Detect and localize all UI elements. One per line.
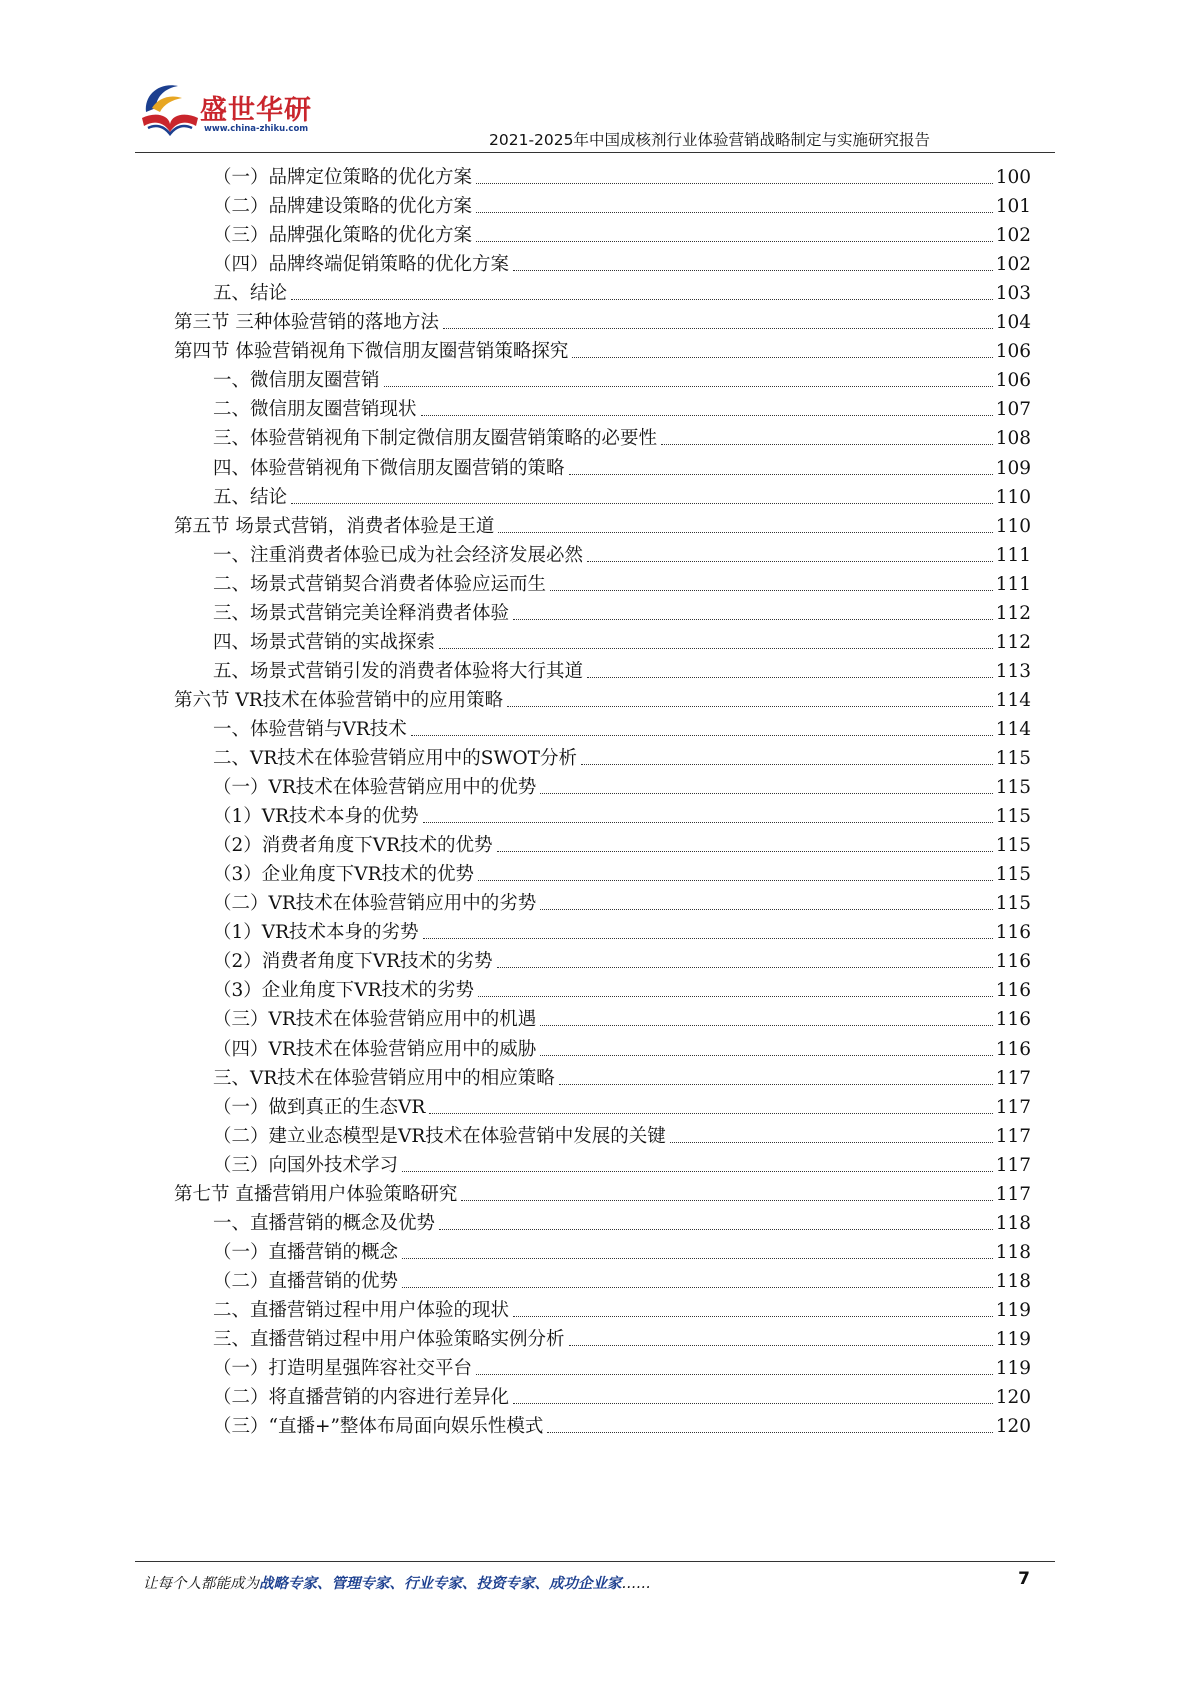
toc-entry-page: 112 bbox=[995, 631, 1031, 653]
toc-entry[interactable] bbox=[174, 334, 1031, 364]
toc-entry[interactable] bbox=[213, 247, 1031, 277]
toc-dot-leader bbox=[513, 1316, 993, 1317]
toc-dot-leader bbox=[402, 1287, 993, 1288]
toc-entry[interactable] bbox=[213, 1061, 1031, 1091]
toc-entry-page: 100 bbox=[995, 167, 1031, 188]
toc-entry-label: 一、体验营销与VR技术 bbox=[213, 718, 407, 740]
toc-dot-leader bbox=[581, 764, 993, 765]
toc-entry-page: 117 bbox=[995, 1096, 1031, 1118]
toc-dot-leader bbox=[402, 1171, 993, 1172]
toc-entry-label: （三）VR技术在体验营销应用中的机遇 bbox=[213, 1009, 537, 1031]
toc-entry[interactable] bbox=[213, 596, 1031, 626]
toc-entry-label: （一）打造明星强阵容社交平台 bbox=[213, 1358, 473, 1380]
toc-entry[interactable] bbox=[174, 1177, 1031, 1207]
logo-url: www.china-zhiku.com bbox=[204, 124, 309, 134]
toc-entry-label: （2）消费者角度下VR技术的劣势 bbox=[213, 951, 493, 973]
toc-dot-leader bbox=[540, 909, 992, 910]
toc-entry-label: （三）“直播+”整体布局面向娱乐性模式 bbox=[213, 1416, 544, 1438]
toc-entry-label: （1）VR技术本身的优势 bbox=[213, 806, 419, 828]
toc-entry-page: 115 bbox=[995, 777, 1031, 799]
toc-entry[interactable] bbox=[213, 857, 1031, 887]
toc-entry[interactable] bbox=[213, 363, 1031, 393]
toc-entry-page: 117 bbox=[995, 1154, 1031, 1176]
toc-entry[interactable] bbox=[213, 1380, 1031, 1410]
toc-entry-page: 119 bbox=[995, 1329, 1031, 1350]
toc-dot-leader bbox=[476, 212, 993, 213]
toc-dot-leader bbox=[587, 677, 993, 678]
toc-dot-leader bbox=[291, 299, 993, 300]
toc-dot-leader bbox=[587, 561, 993, 562]
toc-entry[interactable] bbox=[213, 392, 1031, 422]
toc-dot-leader bbox=[569, 1345, 993, 1346]
toc-entry-label: （3）企业角度下VR技术的优势 bbox=[213, 864, 475, 886]
toc-entry-label: 一、微信朋友圈营销 bbox=[213, 370, 380, 392]
logo-emblem-icon bbox=[138, 78, 202, 140]
toc-entry-page: 115 bbox=[995, 748, 1031, 769]
toc-dot-leader bbox=[497, 851, 993, 852]
toc-dot-leader bbox=[384, 386, 993, 387]
footer-slogan-highlight: 战略专家、管理专家、行业专家、投资专家、成功企业家 bbox=[259, 1575, 622, 1592]
toc-entry-label: 二、直播营销过程中用户体验的现状 bbox=[213, 1299, 510, 1321]
toc-entry[interactable] bbox=[213, 1090, 1031, 1120]
toc-dot-leader bbox=[421, 415, 993, 416]
toc-entry-page: 120 bbox=[995, 1416, 1031, 1438]
footer-slogan bbox=[143, 1572, 651, 1593]
toc-entry[interactable] bbox=[213, 1351, 1031, 1381]
toc-entry-label: （2）消费者角度下VR技术的优势 bbox=[213, 835, 493, 857]
toc-entry-page: 111 bbox=[995, 573, 1031, 595]
toc-entry[interactable] bbox=[213, 1148, 1031, 1178]
toc-entry-label: 四、场景式营销的实战探索 bbox=[213, 631, 436, 653]
toc-entry[interactable] bbox=[213, 915, 1031, 945]
toc-entry-page: 104 bbox=[995, 312, 1031, 334]
toc-dot-leader bbox=[439, 1229, 993, 1230]
toc-entry-page: 112 bbox=[995, 602, 1031, 624]
header-divider bbox=[135, 152, 1055, 153]
toc-dot-leader bbox=[476, 1374, 993, 1375]
toc-entry[interactable] bbox=[213, 1032, 1031, 1062]
toc-entry-label: 二、场景式营销契合消费者体验应运而生 bbox=[213, 573, 547, 595]
toc-entry-page: 117 bbox=[995, 1183, 1031, 1205]
toc-dot-leader bbox=[540, 1025, 992, 1026]
toc-entry[interactable] bbox=[213, 567, 1031, 597]
toc-entry-page: 102 bbox=[995, 225, 1031, 247]
toc-entry-label: （二）品牌建设策略的优化方案 bbox=[213, 196, 473, 218]
toc-entry-label: （一）做到真正的生态VR bbox=[213, 1096, 426, 1118]
toc-entry-label: 一、注重消费者体验已成为社会经济发展必然 bbox=[213, 544, 584, 566]
toc-entry-page: 110 bbox=[995, 486, 1031, 508]
toc-entry[interactable] bbox=[213, 886, 1031, 916]
toc-entry-label: 二、微信朋友圈营销现状 bbox=[213, 399, 417, 421]
toc-entry[interactable] bbox=[213, 1119, 1031, 1149]
toc-entry-page: 114 bbox=[995, 718, 1031, 740]
toc-entry-page: 106 bbox=[995, 341, 1031, 363]
toc-entry[interactable] bbox=[213, 538, 1031, 568]
toc-entry[interactable] bbox=[213, 480, 1031, 510]
toc-entry-label: （3）企业角度下VR技术的劣势 bbox=[213, 980, 475, 1002]
footer-slogan-suffix: …… bbox=[621, 1576, 651, 1592]
toc-entry-label: 三、直播营销过程中用户体验策略实例分析 bbox=[213, 1329, 565, 1350]
toc-entry-label: （二）VR技术在体验营销应用中的劣势 bbox=[213, 893, 537, 915]
toc-entry-label: （1）VR技术本身的劣势 bbox=[213, 922, 419, 944]
page-number: 7 bbox=[1018, 1569, 1030, 1589]
toc-entry[interactable] bbox=[213, 654, 1031, 684]
toc-dot-leader bbox=[661, 444, 993, 445]
toc-dot-leader bbox=[513, 1403, 993, 1404]
toc-entry-page: 118 bbox=[995, 1241, 1031, 1263]
toc-entry-label: 第七节 直播营销用户体验策略研究 bbox=[174, 1183, 458, 1205]
toc-dot-leader bbox=[291, 503, 993, 504]
toc-entry[interactable] bbox=[213, 1293, 1031, 1323]
toc-entry-label: 三、VR技术在体验营销应用中的相应策略 bbox=[213, 1067, 555, 1089]
toc-entry-page: 118 bbox=[995, 1212, 1031, 1234]
toc-entry-page: 116 bbox=[995, 1009, 1031, 1031]
toc-entry[interactable] bbox=[213, 218, 1031, 248]
toc-dot-leader bbox=[540, 793, 992, 794]
toc-dot-leader bbox=[507, 706, 993, 707]
footer-divider bbox=[135, 1561, 1055, 1562]
toc-entry[interactable] bbox=[174, 509, 1031, 539]
toc-entry-label: 第四节 体验营销视角下微信朋友圈营销策略探究 bbox=[174, 341, 569, 363]
toc-entry-label: 三、场景式营销完美诠释消费者体验 bbox=[213, 602, 510, 624]
toc-entry-page: 117 bbox=[995, 1125, 1031, 1147]
toc-entry[interactable] bbox=[213, 421, 1031, 451]
toc-dot-leader bbox=[439, 648, 993, 649]
toc-entry-page: 116 bbox=[995, 951, 1031, 973]
toc-entry-page: 117 bbox=[995, 1067, 1031, 1089]
toc-dot-leader bbox=[550, 590, 993, 591]
toc-dot-leader bbox=[476, 241, 993, 242]
toc-dot-leader bbox=[569, 474, 993, 475]
toc-entry[interactable] bbox=[213, 189, 1031, 219]
toc-dot-leader bbox=[411, 735, 993, 736]
toc-entry-label: （一）品牌定位策略的优化方案 bbox=[213, 167, 473, 188]
toc-entry[interactable] bbox=[213, 160, 1031, 190]
toc-entry[interactable] bbox=[213, 1235, 1031, 1265]
toc-entry[interactable] bbox=[213, 276, 1031, 306]
toc-entry[interactable] bbox=[174, 305, 1031, 335]
toc-entry-page: 116 bbox=[995, 922, 1031, 944]
toc-entry-page: 116 bbox=[995, 980, 1031, 1002]
toc-entry-page: 103 bbox=[995, 283, 1031, 305]
toc-entry[interactable] bbox=[213, 741, 1031, 771]
toc-entry-page: 111 bbox=[995, 544, 1031, 566]
toc-entry-label: 五、场景式营销引发的消费者体验将大行其道 bbox=[213, 660, 584, 682]
toc-dot-leader bbox=[513, 270, 993, 271]
toc-entry[interactable] bbox=[213, 799, 1031, 829]
toc-entry-page: 118 bbox=[995, 1270, 1031, 1292]
toc-dot-leader bbox=[429, 1113, 992, 1114]
toc-dot-leader bbox=[547, 1432, 992, 1433]
toc-entry-label: 第三节 三种体验营销的落地方法 bbox=[174, 312, 439, 334]
toc-entry-label: 五、结论 bbox=[213, 486, 288, 508]
company-logo bbox=[138, 78, 338, 148]
toc-entry-page: 115 bbox=[995, 835, 1031, 857]
toc-entry-label: （一）直播营销的概念 bbox=[213, 1241, 399, 1263]
toc-entry-page: 107 bbox=[995, 399, 1031, 421]
toc-entry[interactable] bbox=[213, 625, 1031, 655]
toc-dot-leader bbox=[497, 967, 993, 968]
toc-entry-page: 119 bbox=[995, 1299, 1031, 1321]
toc-entry[interactable] bbox=[213, 1409, 1031, 1439]
page-header bbox=[0, 0, 1191, 155]
toc-entry[interactable] bbox=[213, 770, 1031, 800]
toc-entry-page: 120 bbox=[995, 1387, 1031, 1409]
toc-entry-label: （三）品牌强化策略的优化方案 bbox=[213, 225, 473, 247]
footer-slogan-prefix: 让每个人都能成为 bbox=[143, 1576, 259, 1592]
logo-name: 盛世华研 bbox=[200, 95, 312, 126]
toc-entry[interactable] bbox=[174, 683, 1031, 713]
toc-entry-page: 102 bbox=[995, 254, 1031, 276]
toc-entry[interactable] bbox=[213, 712, 1031, 742]
toc-entry-page: 116 bbox=[995, 1038, 1031, 1060]
toc-dot-leader bbox=[443, 328, 993, 329]
toc-dot-leader bbox=[478, 996, 993, 997]
toc-dot-leader bbox=[559, 1084, 993, 1085]
toc-entry-label: 第六节 VR技术在体验营销中的应用策略 bbox=[174, 689, 504, 711]
toc-entry[interactable] bbox=[213, 973, 1031, 1003]
toc-entry-page: 110 bbox=[995, 515, 1031, 537]
toc-entry[interactable] bbox=[213, 1206, 1031, 1236]
toc-entry-label: （二）直播营销的优势 bbox=[213, 1270, 399, 1292]
toc-entry-page: 115 bbox=[995, 864, 1031, 886]
toc-entry[interactable] bbox=[213, 1322, 1031, 1352]
toc-entry[interactable] bbox=[213, 451, 1031, 481]
toc-entry-page: 108 bbox=[995, 428, 1031, 450]
toc-entry-page: 106 bbox=[995, 370, 1031, 392]
toc-entry-page: 113 bbox=[995, 660, 1031, 682]
document-title: 2021-2025年中国成核剂行业体验营销战略制定与实施研究报告 bbox=[489, 131, 930, 149]
toc-entry-page: 109 bbox=[995, 457, 1031, 479]
toc-entry-label: （四）品牌终端促销策略的优化方案 bbox=[213, 254, 510, 276]
toc-dot-leader bbox=[461, 1200, 992, 1201]
toc-dot-leader bbox=[402, 1258, 993, 1259]
toc-dot-leader bbox=[478, 880, 993, 881]
toc-entry-label: 三、体验营销视角下制定微信朋友圈营销策略的必要性 bbox=[213, 428, 658, 450]
toc-dot-leader bbox=[513, 619, 993, 620]
toc-entry[interactable] bbox=[213, 1002, 1031, 1032]
toc-dot-leader bbox=[670, 1142, 993, 1143]
toc-entry-page: 114 bbox=[995, 689, 1031, 711]
toc-entry[interactable] bbox=[213, 1264, 1031, 1294]
toc-entry-page: 115 bbox=[995, 893, 1031, 915]
toc-entry-label: 第五节 场景式营销，消费者体验是王道 bbox=[174, 515, 495, 537]
toc-entry-label: （四）VR技术在体验营销应用中的威胁 bbox=[213, 1038, 537, 1060]
toc-dot-leader bbox=[572, 357, 992, 358]
toc-entry-label: （三）向国外技术学习 bbox=[213, 1154, 399, 1176]
toc-entry-label: （一）VR技术在体验营销应用中的优势 bbox=[213, 777, 537, 799]
toc-entry-label: 一、直播营销的概念及优势 bbox=[213, 1212, 436, 1234]
toc-entry-label: 二、VR技术在体验营销应用中的SWOT分析 bbox=[213, 748, 577, 769]
toc-dot-leader bbox=[423, 822, 993, 823]
toc-entry-label: （二）将直播营销的内容进行差异化 bbox=[213, 1387, 510, 1409]
toc-entry-label: 五、结论 bbox=[213, 283, 288, 305]
toc-entry-label: 四、体验营销视角下微信朋友圈营销的策略 bbox=[213, 457, 565, 479]
toc-dot-leader bbox=[498, 532, 992, 533]
toc-entry-page: 115 bbox=[995, 806, 1031, 828]
toc-dot-leader bbox=[423, 938, 993, 939]
toc-entry-page: 101 bbox=[995, 196, 1031, 218]
toc-entry[interactable] bbox=[213, 944, 1031, 974]
toc-entry[interactable] bbox=[213, 828, 1031, 858]
toc-dot-leader bbox=[476, 183, 993, 184]
toc-entry-label: （二）建立业态模型是VR技术在体验营销中发展的关键 bbox=[213, 1125, 666, 1147]
toc-dot-leader bbox=[540, 1055, 992, 1056]
toc-entry-page: 119 bbox=[995, 1358, 1031, 1380]
